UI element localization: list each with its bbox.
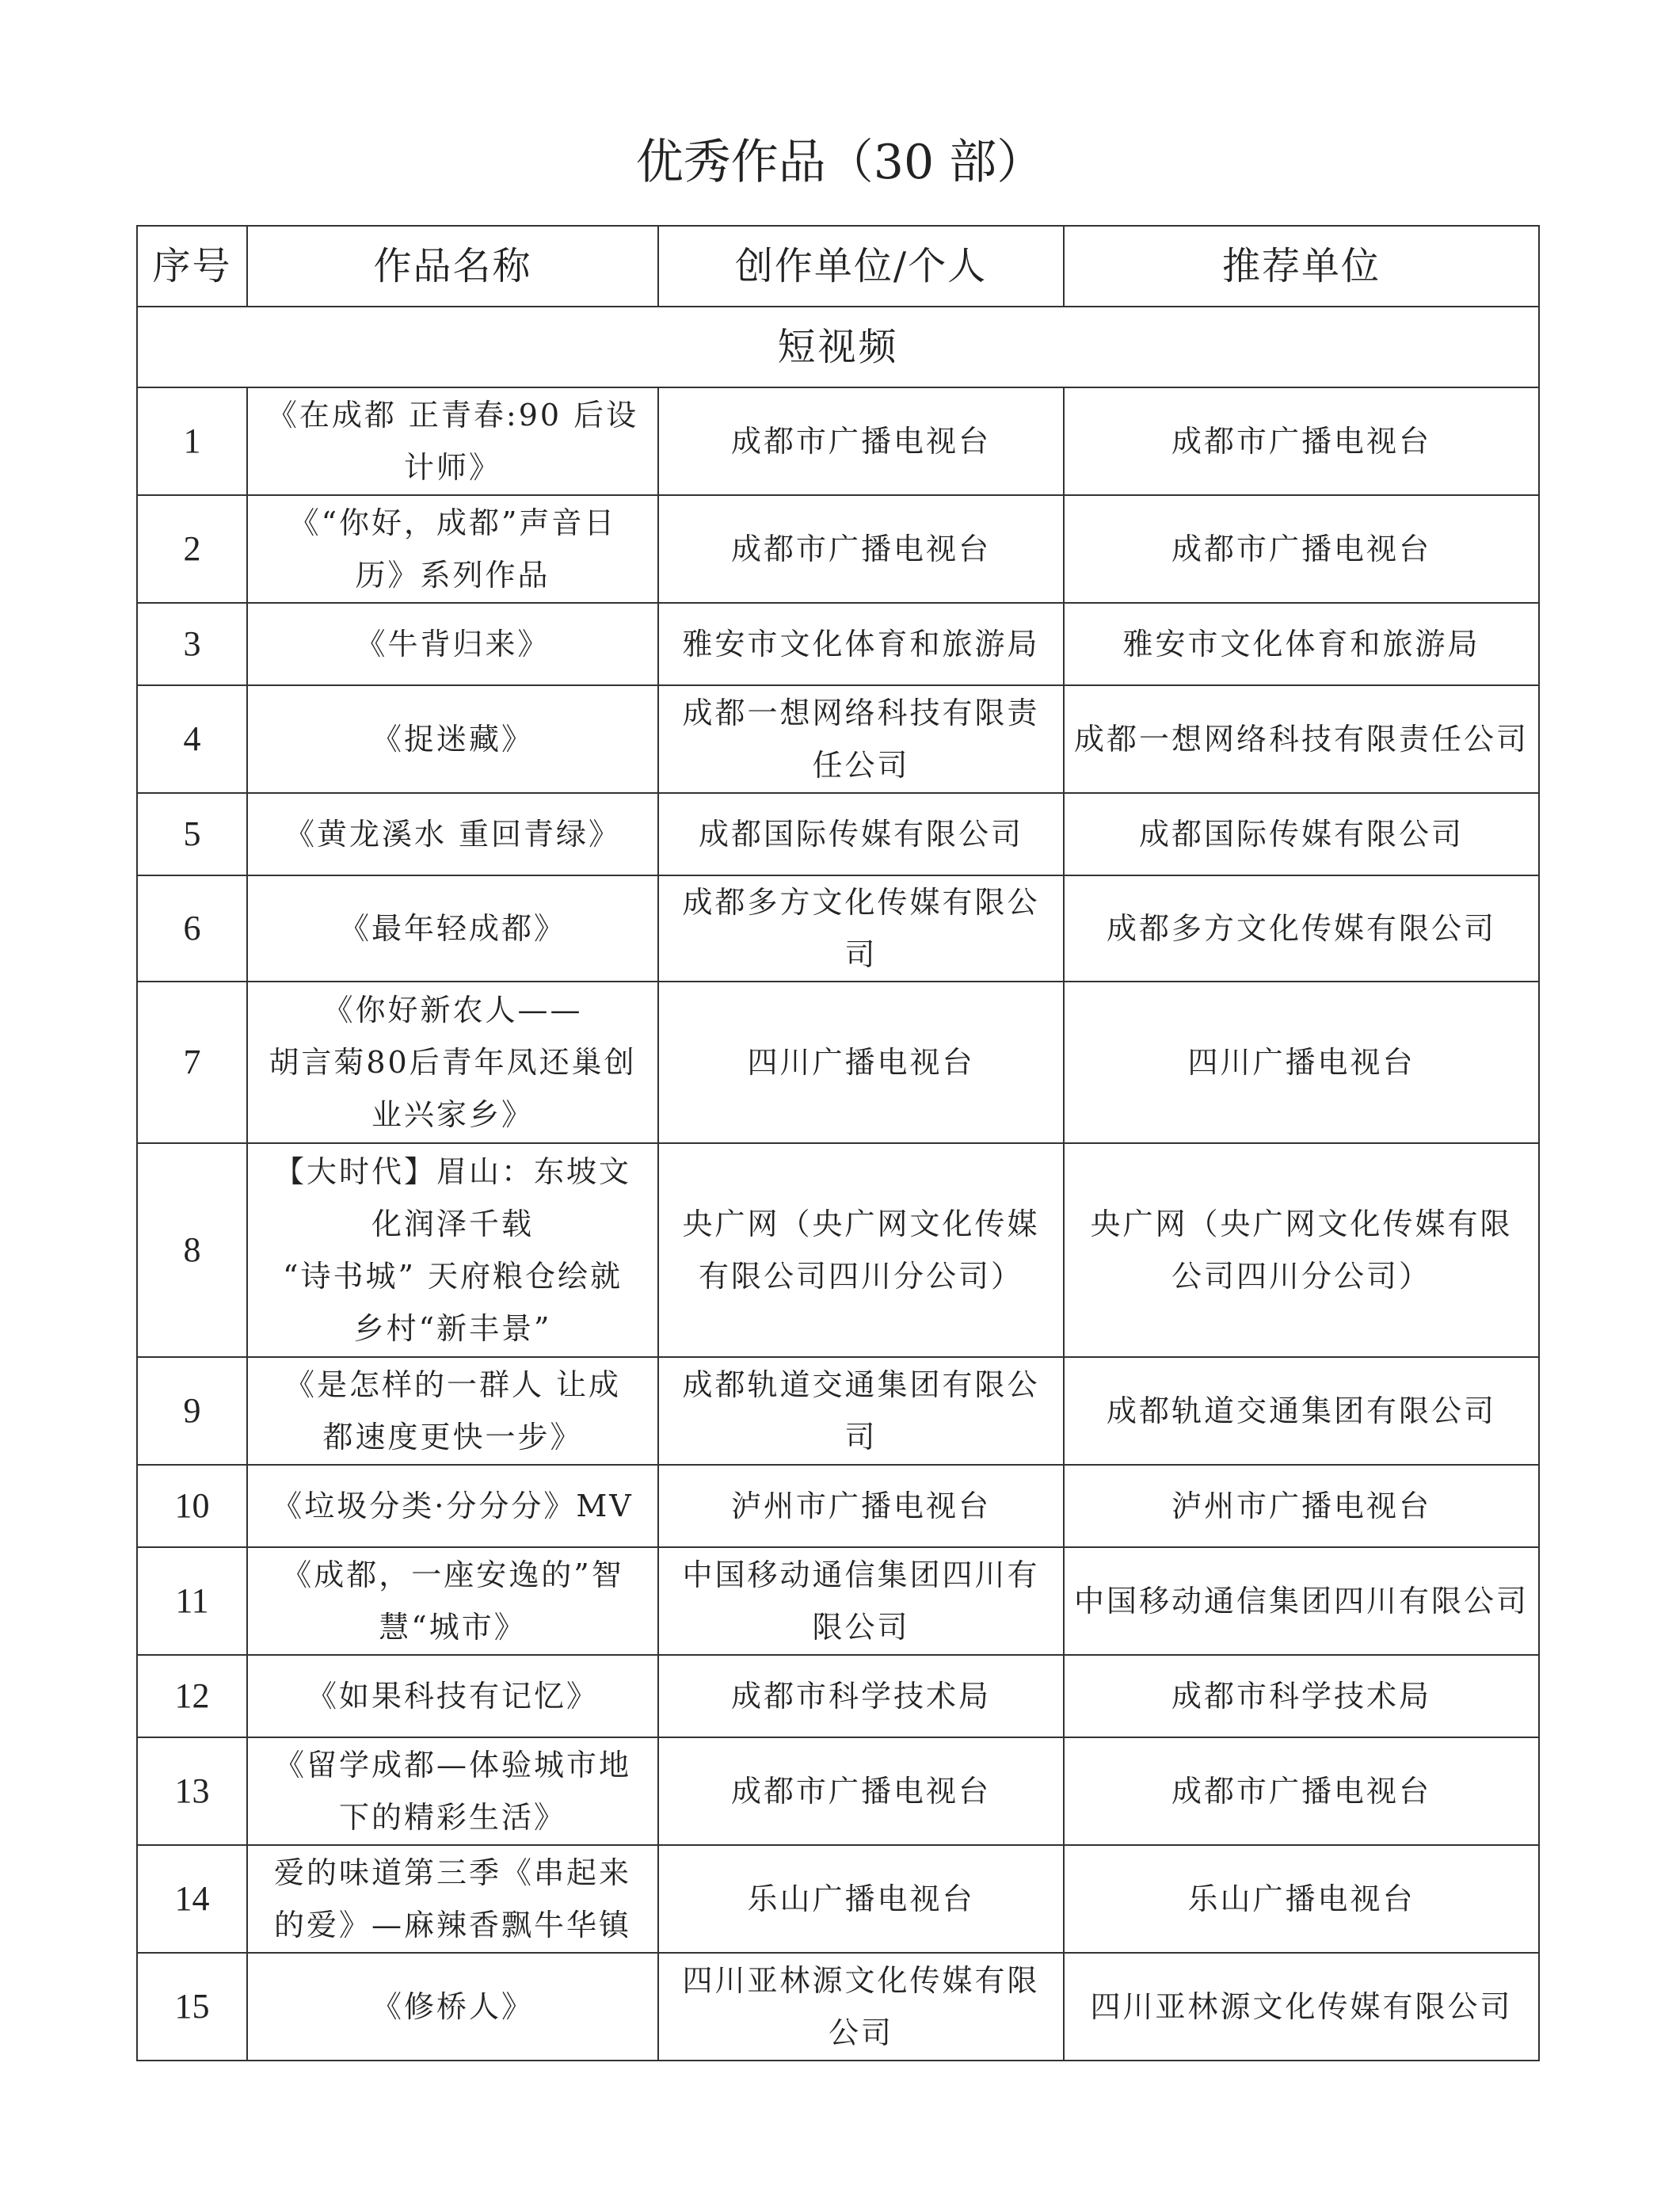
cell-text-line: 乡村“新丰景” — [353, 1311, 552, 1346]
work-title-cell — [247, 793, 658, 875]
recommender-cell — [1064, 875, 1539, 982]
cell-text-line: 雅安市文化体育和旅游局 — [682, 627, 1040, 661]
cell-text-line: 《牛背归来》 — [355, 627, 550, 661]
cell-text-line: 成都市广播电视台 — [730, 532, 991, 566]
cell-text-line: 《黄龙溪水 重回青绿》 — [284, 817, 622, 852]
cell-text-line: 《成都，一座安逸的”智 — [281, 1557, 624, 1592]
cell-text-line: 下的精彩生活》 — [338, 1800, 566, 1835]
awards-table — [136, 225, 1540, 2061]
recommender-cell — [1064, 1737, 1539, 1845]
work-title-cell — [247, 495, 658, 603]
creator-cell — [658, 1845, 1064, 1953]
recommender-cell — [1064, 685, 1539, 793]
header-work-title: 作品名称 — [247, 226, 658, 307]
cell-text-line: 成都市广播电视台 — [730, 1774, 991, 1809]
cell-text-line: 爱的味道第三季《串起来 — [273, 1855, 631, 1890]
cell-text-line: 慧“城市》 — [379, 1610, 527, 1645]
cell-text-line: 央广网（央广网文化传媒 — [682, 1207, 1040, 1241]
cell-text-line: 业兴家乡》 — [371, 1097, 534, 1132]
row-number: 3 — [137, 603, 247, 685]
work-title-cell — [247, 875, 658, 982]
cell-text-line: 成都轨道交通集团有限公司 — [682, 1367, 1040, 1454]
row-number: 5 — [137, 793, 247, 875]
table-row — [137, 1547, 1539, 1655]
row-number: 12 — [137, 1655, 247, 1737]
cell-text-line: 央广网（央广网文化传媒有限 — [1090, 1207, 1513, 1241]
cell-text-line: 《“你好，成都”声音日 — [288, 505, 617, 540]
cell-text-line: 四川广播电视台 — [747, 1045, 975, 1080]
cell-text-line: 《捉迷藏》 — [371, 722, 534, 757]
cell-text-line: 成都市广播电视台 — [1171, 1774, 1431, 1809]
cell-text-line: 《如果科技有记忆》 — [306, 1679, 599, 1714]
table-row — [137, 1357, 1539, 1465]
cell-text-line: 化润泽千载 — [371, 1207, 534, 1241]
cell-text-line: 《留学成都—体验城市地 — [273, 1748, 631, 1782]
table-row — [137, 793, 1539, 875]
cell-text-line: 成都市广播电视台 — [1171, 424, 1431, 459]
cell-text-line: 成都市科学技术局 — [730, 1679, 991, 1714]
header-number: 序号 — [137, 226, 247, 307]
creator-cell — [658, 387, 1064, 495]
creator-cell — [658, 495, 1064, 603]
creator-cell — [658, 1655, 1064, 1737]
cell-text-line: 《是怎样的一群人 让成 — [284, 1367, 622, 1402]
row-number: 10 — [137, 1465, 247, 1547]
cell-text-line: 四川亚林源文化传媒有限公司 — [1090, 1989, 1513, 2024]
recommender-cell — [1064, 1953, 1539, 2061]
cell-text-line: 泸州市广播电视台 — [1171, 1489, 1431, 1523]
cell-text-line: 任公司 — [812, 748, 910, 783]
row-number: 13 — [137, 1737, 247, 1845]
table-row — [137, 1465, 1539, 1547]
cell-text-line: 成都多方文化传媒有限公司 — [682, 885, 1040, 972]
cell-text-line: 限公司 — [812, 1610, 910, 1645]
row-number: 15 — [137, 1953, 247, 2061]
work-title-cell — [247, 1953, 658, 2061]
section-label: 短视频 — [137, 307, 1539, 387]
creator-cell — [658, 1953, 1064, 2061]
cell-text-line: 计师》 — [403, 450, 501, 485]
table-row — [137, 495, 1539, 603]
row-number: 6 — [137, 875, 247, 982]
recommender-cell — [1064, 603, 1539, 685]
cell-text-line: 四川广播电视台 — [1187, 1045, 1415, 1080]
cell-text-line: 《你好新农人—— — [322, 993, 583, 1027]
work-title-cell — [247, 1143, 658, 1357]
cell-text-line: 中国移动通信集团四川有限公司 — [1074, 1584, 1530, 1618]
recommender-cell — [1064, 793, 1539, 875]
recommender-cell — [1064, 387, 1539, 495]
table-row — [137, 1953, 1539, 2061]
cell-text-line: 都速度更快一步》 — [322, 1420, 583, 1454]
cell-text-line: 雅安市文化体育和旅游局 — [1122, 627, 1480, 661]
recommender-cell — [1064, 1357, 1539, 1465]
row-number: 8 — [137, 1143, 247, 1357]
recommender-cell — [1064, 1845, 1539, 1953]
cell-text-line: 《修桥人》 — [371, 1989, 534, 2024]
table-row — [137, 875, 1539, 982]
table-row — [137, 1737, 1539, 1845]
work-title-cell — [247, 1357, 658, 1465]
cell-text-line: 《垃圾分类·分分分》MV — [272, 1489, 634, 1523]
cell-text-line: 《最年轻成都》 — [338, 911, 566, 946]
cell-text-line: 成都市广播电视台 — [730, 424, 991, 459]
work-title-cell — [247, 1465, 658, 1547]
header-recommender: 推荐单位 — [1064, 226, 1539, 307]
creator-cell — [658, 982, 1064, 1143]
cell-text-line: 成都国际传媒有限公司 — [698, 817, 1023, 852]
table-row — [137, 1845, 1539, 1953]
section-row — [137, 307, 1539, 387]
recommender-cell — [1064, 1465, 1539, 1547]
cell-text-line: “诗书城” 天府粮仓绘就 — [283, 1259, 623, 1294]
work-title-cell — [247, 685, 658, 793]
work-title-cell — [247, 603, 658, 685]
cell-text-line: 《在成都 正青春:90 后设 — [266, 398, 639, 433]
table-row — [137, 387, 1539, 495]
work-title-cell — [247, 1655, 658, 1737]
recommender-cell — [1064, 1547, 1539, 1655]
creator-cell — [658, 1737, 1064, 1845]
table-row — [137, 1655, 1539, 1737]
recommender-cell — [1064, 495, 1539, 603]
creator-cell — [658, 1143, 1064, 1357]
creator-cell — [658, 875, 1064, 982]
work-title-cell — [247, 1737, 658, 1845]
creator-cell — [658, 793, 1064, 875]
cell-text-line: 泸州市广播电视台 — [730, 1489, 991, 1523]
recommender-cell — [1064, 1143, 1539, 1357]
header-row — [137, 226, 1539, 307]
row-number: 9 — [137, 1357, 247, 1465]
cell-text-line: 有限公司四川分公司） — [698, 1259, 1023, 1294]
creator-cell — [658, 1465, 1064, 1547]
cell-text-line: 【大时代】眉山：东坡文 — [273, 1154, 631, 1189]
header-creator: 创作单位/个人 — [658, 226, 1064, 307]
cell-text-line: 成都市广播电视台 — [1171, 532, 1431, 566]
table-body — [137, 307, 1539, 2061]
recommender-cell — [1064, 1655, 1539, 1737]
table-row — [137, 1143, 1539, 1357]
cell-text-line: 的爱》—麻辣香飘牛华镇 — [273, 1908, 631, 1942]
row-number: 11 — [137, 1547, 247, 1655]
work-title-cell — [247, 1547, 658, 1655]
row-number: 14 — [137, 1845, 247, 1953]
cell-text-line: 四川亚林源文化传媒有限 — [682, 1963, 1040, 1998]
work-title-cell — [247, 387, 658, 495]
cell-text-line: 成都一想网络科技有限责 — [682, 696, 1040, 730]
cell-text-line: 成都轨道交通集团有限公司 — [1106, 1393, 1496, 1428]
table-row — [137, 603, 1539, 685]
row-number: 1 — [137, 387, 247, 495]
cell-text-line: 历》系列作品 — [355, 558, 550, 593]
cell-text-line: 成都多方文化传媒有限公司 — [1106, 911, 1496, 946]
table-row — [137, 982, 1539, 1143]
work-title-cell — [247, 982, 658, 1143]
page-title: 优秀作品（30 部） — [635, 135, 1045, 190]
row-number: 4 — [137, 685, 247, 793]
cell-text-line: 胡言菊80后青年凤还巢创 — [269, 1045, 637, 1080]
creator-cell — [658, 685, 1064, 793]
table-row — [137, 685, 1539, 793]
cell-text-line: 公司四川分公司） — [1171, 1259, 1431, 1294]
row-number: 2 — [137, 495, 247, 603]
cell-text-line: 成都国际传媒有限公司 — [1138, 817, 1464, 852]
cell-text-line: 中国移动通信集团四川有 — [682, 1557, 1040, 1592]
row-number: 7 — [137, 982, 247, 1143]
creator-cell — [658, 1357, 1064, 1465]
recommender-cell — [1064, 982, 1539, 1143]
cell-text-line: 乐山广播电视台 — [747, 1881, 975, 1916]
cell-text-line: 乐山广播电视台 — [1187, 1881, 1415, 1916]
creator-cell — [658, 603, 1064, 685]
work-title-cell — [247, 1845, 658, 1953]
cell-text-line: 成都一想网络科技有限责任公司 — [1074, 722, 1530, 757]
cell-text-line: 成都市科学技术局 — [1171, 1679, 1431, 1714]
creator-cell — [658, 1547, 1064, 1655]
cell-text-line: 公司 — [828, 2015, 893, 2050]
